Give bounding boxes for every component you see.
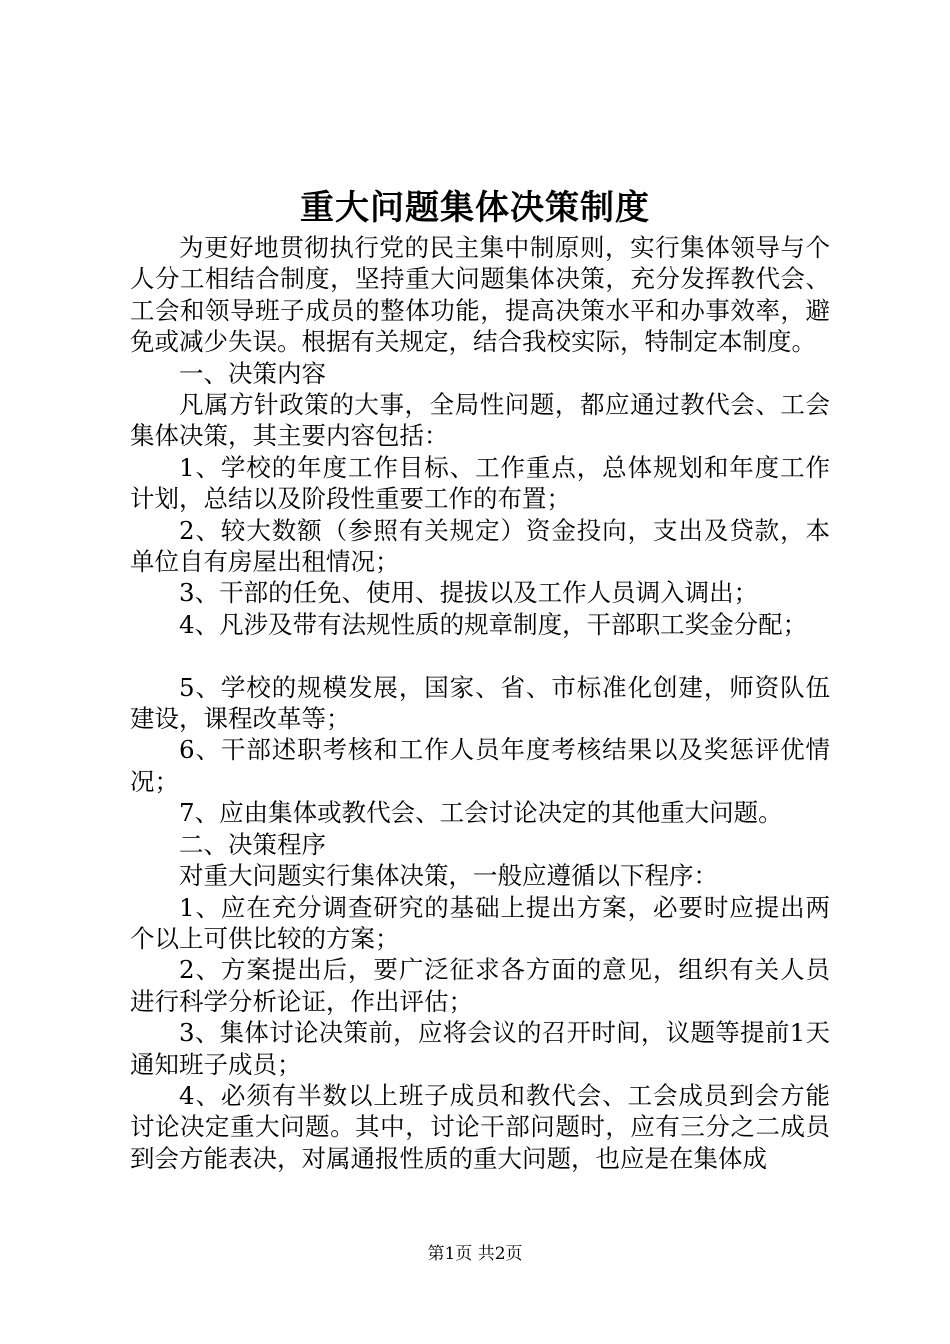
list-item: 2、方案提出后，要广泛征求各方面的意见，组织有关人员进行科学分析论证，作出评估； — [130, 955, 830, 1016]
section-heading-decision-content: 一、决策内容 — [179, 358, 326, 388]
intro-paragraph: 为更好地贯彻执行党的民主集中制原则，实行集体领导与个人分工相结合制度，坚持重大问题集体决策，充分发挥教代会、工会和领导班子成员的整体功能，提高决策水平和办事效率，避免或减少失误。根据有关规定，结合我校实际，特制定本制度。 — [130, 233, 830, 357]
document-body — [130, 232, 830, 1174]
page-number-footer: 第1页 共2页 — [427, 1244, 523, 1264]
list-item: 6、干部述职考核和工作人员年度考核结果以及奖惩评优情况； — [130, 735, 830, 796]
list-item: 3、集体讨论决策前，应将会议的召开时间，议题等提前1天通知班子成员； — [130, 1018, 830, 1079]
list-item: 7、应由集体或教代会、工会讨论决定的其他重大问题。 — [179, 798, 783, 828]
document-title: 重大问题集体决策制度 — [300, 188, 650, 228]
paragraph: 对重大问题实行集体决策，一般应遵循以下程序： — [179, 861, 718, 891]
list-item: 5、学校的规模发展，国家、省、市标准化创建，师资队伍建设，课程改革等； — [130, 672, 830, 734]
list-item: 3、干部的任免、使用、提拔以及工作人员调入调出； — [179, 578, 759, 608]
list-item: 1、应在充分调查研究的基础上提出方案，必要时应提出两个以上可供比较的方案； — [130, 892, 830, 953]
list-item: 1、学校的年度工作目标、工作重点，总体规划和年度工作计划，总结以及阶段性重要工作的布置； — [130, 452, 830, 514]
section-heading-decision-procedure: 二、决策程序 — [179, 829, 326, 859]
blank-line — [130, 640, 830, 671]
list-item: 4、凡涉及带有法规性质的规章制度，干部职工奖金分配； — [179, 609, 808, 639]
list-item: 2、较大数额（参照有关规定）资金投向，支出及贷款，本单位自有房屋出租情况； — [130, 515, 830, 577]
paragraph: 凡属方针政策的大事，全局性问题，都应通过教代会、工会集体决策，其主要内容包括： — [130, 390, 830, 451]
list-item: 4、必须有半数以上班子成员和教代会、工会成员到会方能讨论决定重大问题。其中，讨论干部问题时，应有三分之二成员到会方能表决，对属通报性质的重大问题，也应是在集体成 — [130, 1080, 830, 1173]
